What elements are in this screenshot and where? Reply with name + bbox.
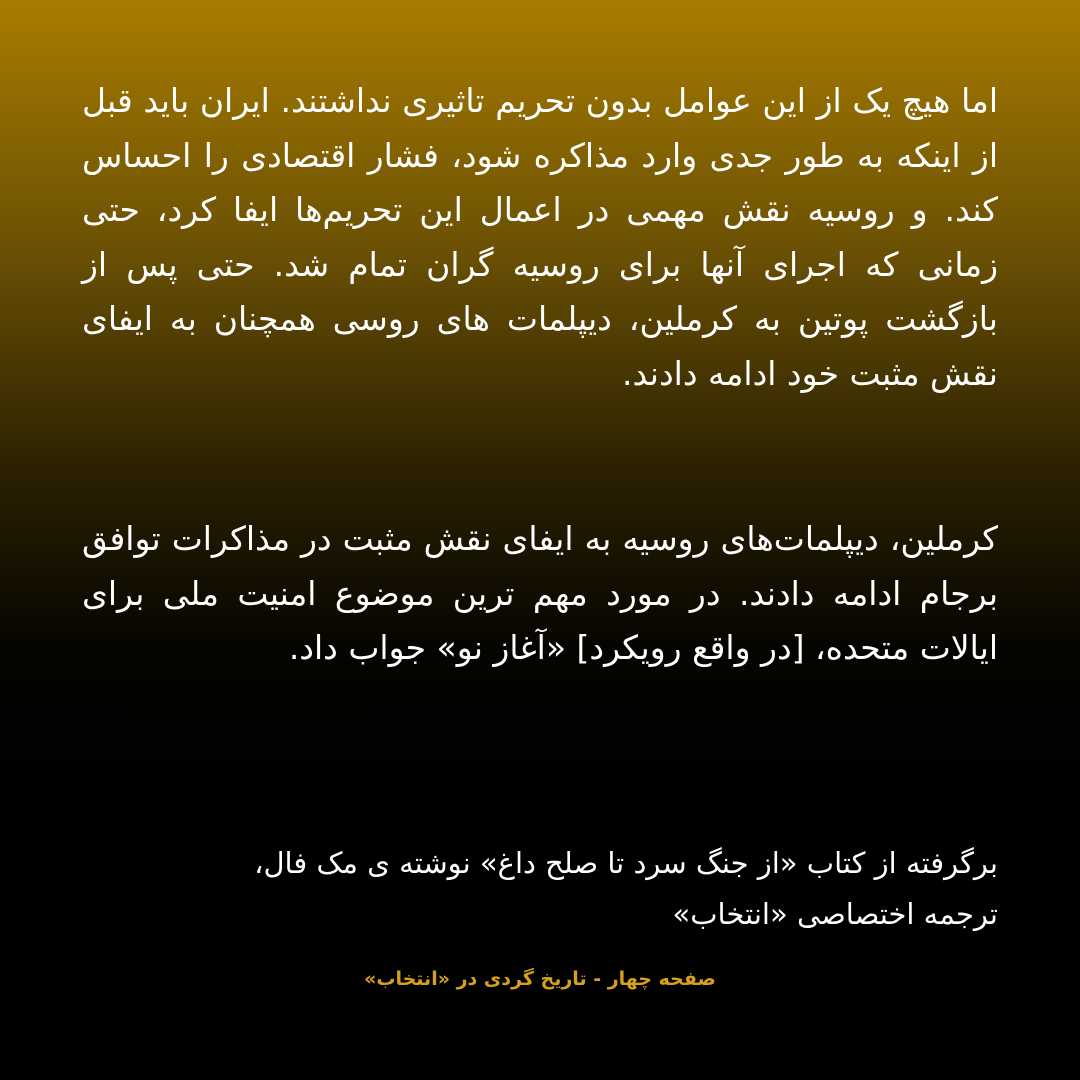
source-credit-line-2: ترجمه اختصاصی «انتخاب» [672,897,998,931]
body-paragraph-2: کرملین، دیپلمات‌های روسیه به ایفای نقش مثبت در مذاکرات توافق برجام ادامه دادند. در مورد مهم ترین موضوع امنیت ملی برای ایالات متحده، [در واقع رویکرد] «آغاز نو» جواب داد. [82,519,998,667]
body-paragraph-1: اما هیچ یک از این عوامل بدون تحریم تاثیری نداشتند. ایران باید قبل از اینکه به طور جدی وارد مذاکره شود، فشار اقتصادی را احساس کند. و روسیه نقش مهمی در اعمال این تحریم‌ها ایفا کرد، حتی زمانی که اجرای آنها برای روسیه گران تمام شد. حتی پس از بازگشت پوتین به کرملین، دیپلمات های روسی همچنان به ایفای نقش مثبت خود ادامه دادند. [82,81,998,393]
page-footer: صفحه چهار - تاریخ گردی در «انتخاب» [364,968,716,990]
source-credit-line-1: برگرفته از کتاب «از جنگ سرد تا صلح داغ» نوشته ی مک فال، [254,846,998,880]
source-credit [82,838,998,940]
